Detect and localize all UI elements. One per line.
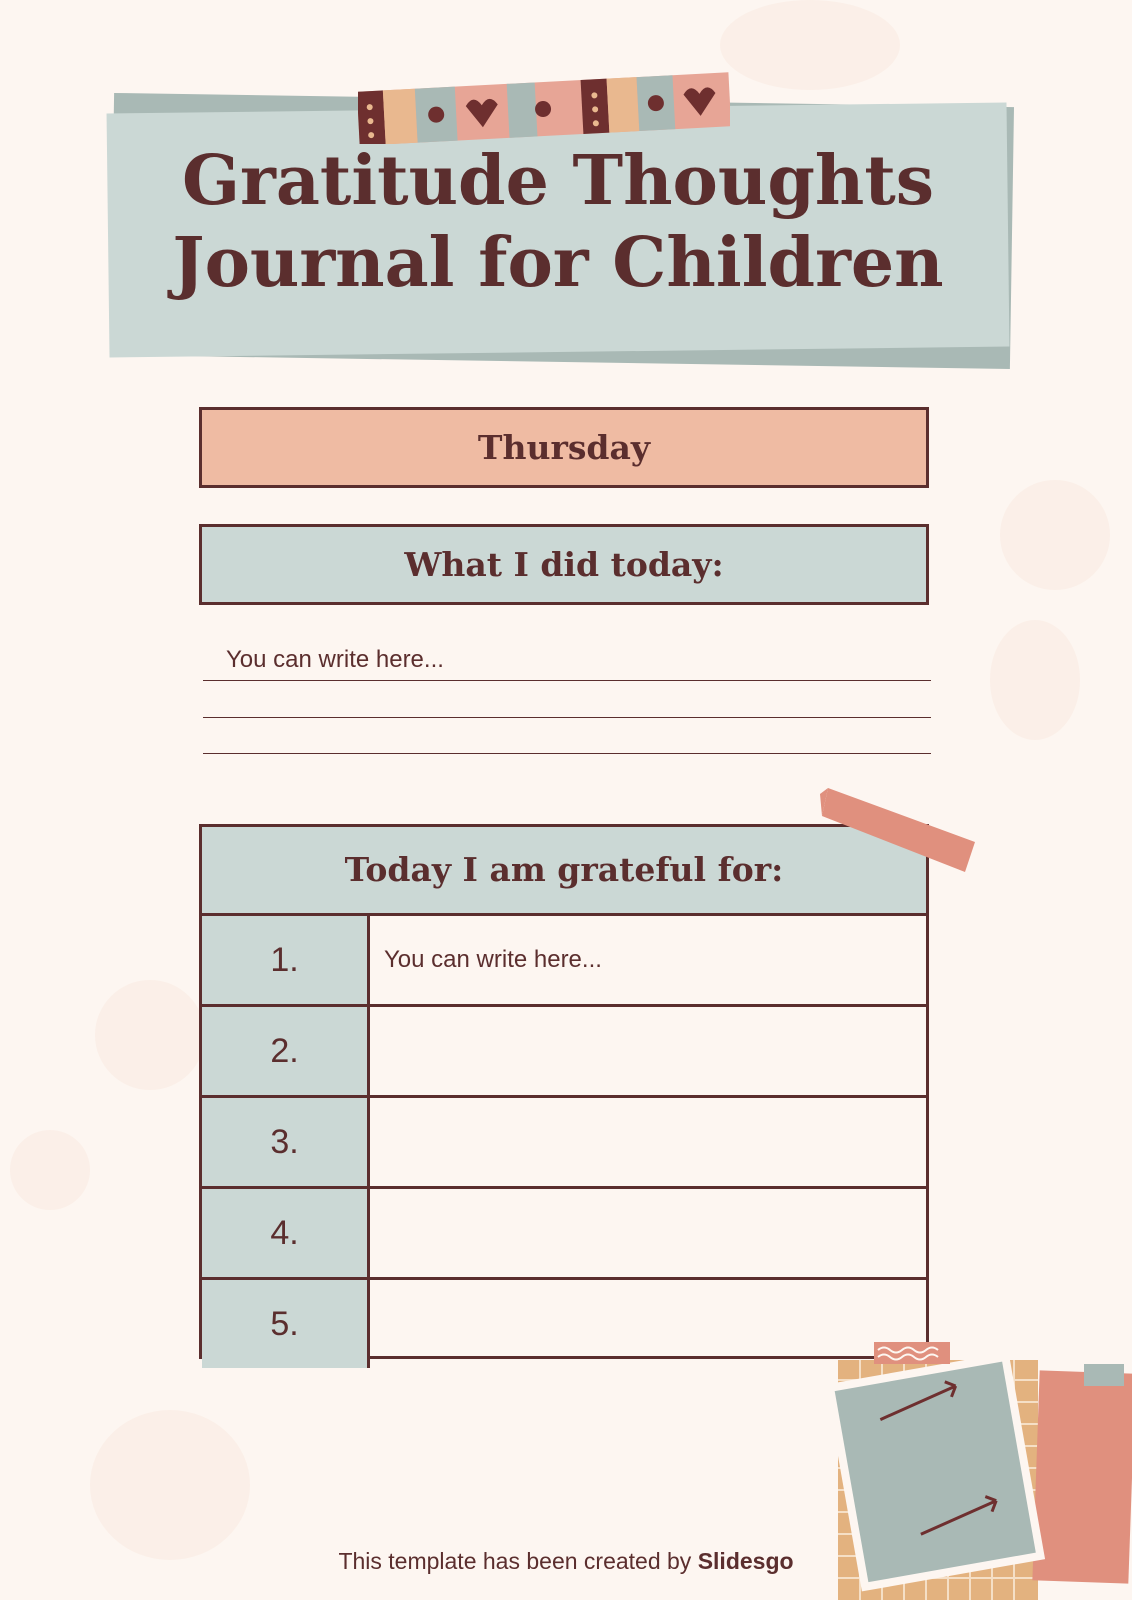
watercolor-splotch <box>1000 480 1110 590</box>
table-row <box>202 1098 926 1189</box>
patterned-washi-tape <box>358 72 730 144</box>
grateful-heading: Today I am grateful for: <box>202 827 926 916</box>
row-number: 5. <box>202 1280 370 1368</box>
day-label-box: Thursday <box>199 407 929 488</box>
title-line-1: Gratitude Thoughts <box>181 141 935 221</box>
table-row <box>202 1007 926 1098</box>
row-entry[interactable] <box>370 1007 926 1095</box>
row-number: 1. <box>202 916 370 1004</box>
row-entry[interactable] <box>370 1098 926 1186</box>
write-here-placeholder[interactable]: You can write here... <box>226 646 444 673</box>
credit-brand-link[interactable]: Slidesgo <box>697 1548 794 1574</box>
row-entry[interactable]: You can write here... <box>384 946 602 973</box>
credit-prefix: This template has been created by <box>338 1548 698 1574</box>
watercolor-splotch <box>90 1410 250 1560</box>
table-row <box>202 1189 926 1280</box>
writing-line[interactable] <box>203 717 931 718</box>
what-i-did-heading: What I did today: <box>199 524 929 605</box>
title-line-2: Journal for Children <box>172 223 944 303</box>
row-number: 2. <box>202 1007 370 1095</box>
grateful-table <box>199 824 929 1359</box>
watercolor-splotch <box>990 620 1080 740</box>
writing-line[interactable] <box>203 680 931 681</box>
watercolor-splotch <box>95 980 205 1090</box>
coral-washi-tape <box>820 780 980 890</box>
page-title <box>108 140 1008 304</box>
watercolor-splotch <box>10 1130 90 1210</box>
row-number: 4. <box>202 1189 370 1277</box>
table-row <box>202 1280 926 1368</box>
watercolor-splotch <box>720 0 900 90</box>
row-entry[interactable] <box>370 1189 926 1277</box>
row-number: 3. <box>202 1098 370 1186</box>
writing-line[interactable] <box>203 753 931 754</box>
template-credit <box>0 1548 1132 1575</box>
table-row <box>202 916 926 1007</box>
